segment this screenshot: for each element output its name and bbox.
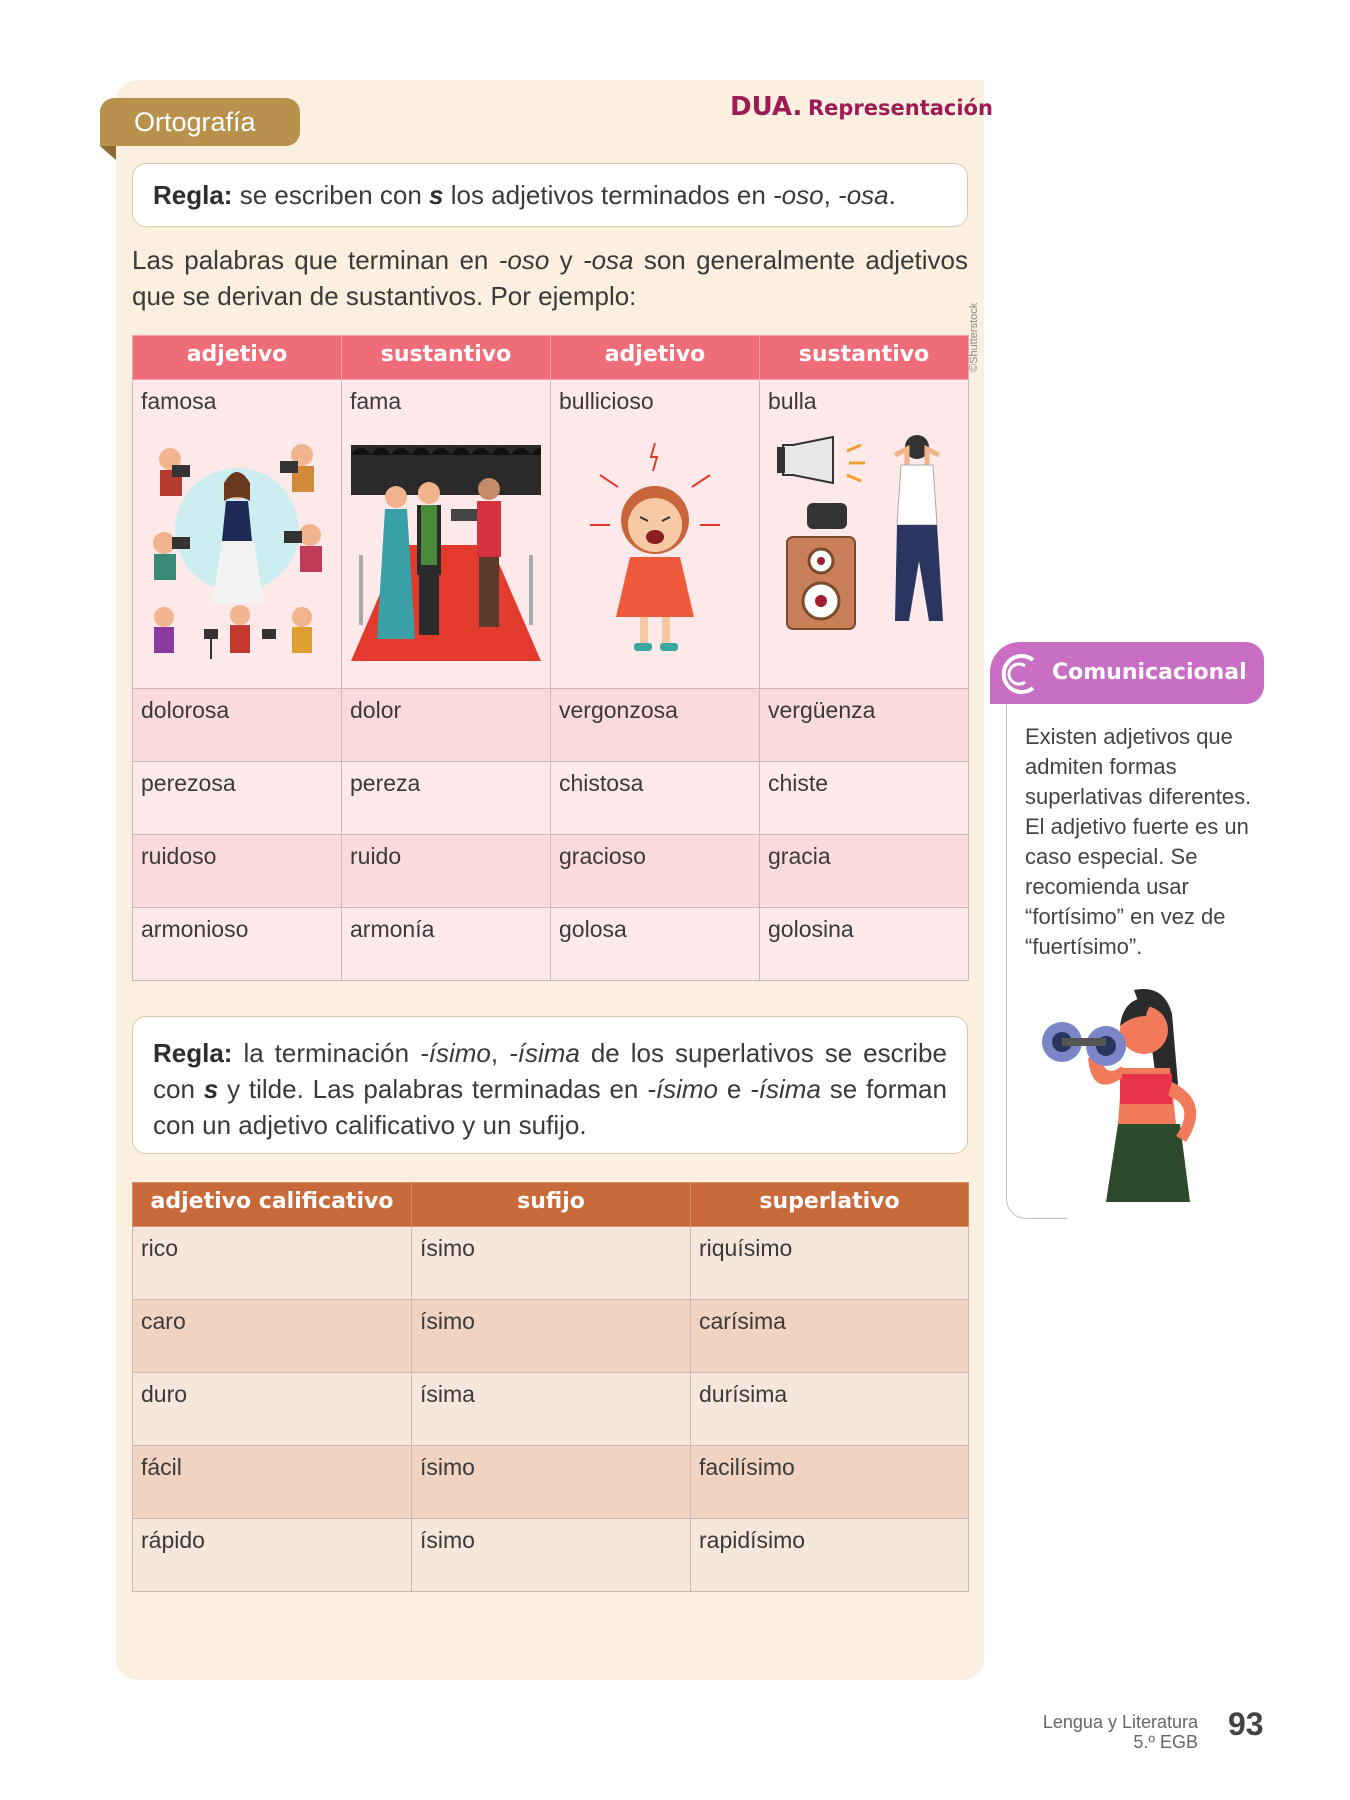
dua-subtitle: Representación (807, 96, 993, 120)
famous-woman-photographers-icon (142, 425, 332, 661)
table-cell: duro (133, 1373, 412, 1446)
rule-text: la terminación (232, 1038, 421, 1068)
section-label: Ortografía (134, 107, 256, 137)
table-row (133, 1373, 969, 1446)
table-cell: pereza (342, 762, 551, 835)
column-header: adjetivo (133, 336, 342, 380)
table-cell (551, 380, 760, 689)
table-row (133, 1519, 969, 1592)
rule-text: , (490, 1038, 510, 1068)
page-number: 93 (1228, 1706, 1264, 1742)
loudspeaker-man-covering-ears-icon (769, 425, 959, 661)
table-cell: caro (133, 1300, 412, 1373)
communication-icon (995, 650, 1041, 698)
table-cell: durísima (691, 1373, 969, 1446)
rule-suffix: -ísimo (647, 1074, 718, 1104)
adjective-noun-table (132, 335, 969, 981)
intro-text: y (549, 245, 583, 275)
table-cell: ruidoso (133, 835, 342, 908)
table-row (133, 908, 969, 981)
footer-subject: Lengua y Literatura (1042, 1712, 1198, 1732)
rule-box-oso (132, 163, 968, 227)
table-cell (760, 380, 969, 689)
column-header: superlativo (691, 1183, 969, 1227)
intro-text: Las palabras que terminan en (132, 245, 499, 275)
table-row (133, 1300, 969, 1373)
table-cell: riquísimo (691, 1227, 969, 1300)
rule-text: los adjetivos terminados en (443, 180, 774, 210)
table-row (133, 380, 969, 689)
cell-text: fama (350, 388, 402, 414)
table-cell: ísimo (412, 1300, 691, 1373)
intro-text: son generalmente adjetivos que se derivan de sustantivos. Por ejemplo: (132, 245, 969, 311)
dua-title: DUA. (730, 92, 803, 122)
table-cell: vergüenza (760, 689, 969, 762)
table-cell: chistosa (551, 762, 760, 835)
screaming-girl-icon (560, 425, 750, 661)
table-row (133, 1446, 969, 1519)
table-cell: dolor (342, 689, 551, 762)
table-cell: ruido (342, 835, 551, 908)
rule-letter: s (203, 1074, 219, 1104)
rule-letter: s (429, 180, 444, 210)
rule-box-isimo (132, 1016, 968, 1154)
sidebar-text: Existen adjetivos que admiten formas superlativas diferentes. El adjetivo fuerte es un caso especial. Se recomienda usar “fortísimo” en vez de “fuertísimo”. (1025, 724, 1252, 959)
rule-suffix: -ísima (509, 1038, 580, 1068)
table-cell: golosa (551, 908, 760, 981)
cell-text: bulla (768, 388, 817, 414)
rule-text: , (823, 180, 839, 210)
table-cell: fácil (133, 1446, 412, 1519)
table-cell: rico (133, 1227, 412, 1300)
table-cell: ísimo (412, 1519, 691, 1592)
table-cell: armonía (342, 908, 551, 981)
table-cell: facilísimo (691, 1446, 969, 1519)
red-carpet-celebrities-icon (351, 425, 541, 661)
table-cell (342, 380, 551, 689)
dua-label (730, 92, 993, 122)
table-cell: gracia (760, 835, 969, 908)
column-header: sustantivo (342, 336, 551, 380)
sidebar-title: Comunicacional (1052, 660, 1247, 685)
section-tab-notch (100, 146, 116, 160)
column-header: sustantivo (760, 336, 969, 380)
table-header-row (133, 1183, 969, 1227)
table-cell: perezosa (133, 762, 342, 835)
table-cell: chiste (760, 762, 969, 835)
rule-text: . (888, 180, 896, 210)
rule-suffix: -ísima (750, 1074, 821, 1104)
table-row (133, 762, 969, 835)
table-cell: ísima (412, 1373, 691, 1446)
table-cell: gracioso (551, 835, 760, 908)
rule-suffix: -ísimo (420, 1038, 491, 1068)
rule-suffix: -osa (838, 180, 889, 210)
rule-text: e (718, 1074, 751, 1104)
intro-suffix: -oso (498, 245, 550, 275)
footer-subject-block (980, 1712, 1198, 1752)
rule-text: de los superlativos se escribe con (153, 1038, 947, 1104)
table-cell: rápido (133, 1519, 412, 1592)
table-cell: armonioso (133, 908, 342, 981)
rule-label: Regla: (153, 180, 233, 210)
rule-text: se forman con un adjetivo calificativo y un sufijo. (153, 1074, 947, 1140)
table-cell: golosina (760, 908, 969, 981)
woman-lifting-dumbbell-icon (1022, 982, 1252, 1202)
rule-suffix: -oso (773, 180, 824, 210)
table-cell: carísima (691, 1300, 969, 1373)
intro-paragraph (132, 242, 968, 314)
rule-text: se escriben con (232, 180, 430, 210)
table-cell: ísimo (412, 1446, 691, 1519)
cell-text: famosa (141, 388, 217, 414)
table-header-row (133, 336, 969, 380)
table-cell: rapidísimo (691, 1519, 969, 1592)
table-row (133, 835, 969, 908)
column-header: sufijo (412, 1183, 691, 1227)
table-cell: vergonzosa (551, 689, 760, 762)
rule-text: y tilde. Las palabras terminadas en (218, 1074, 648, 1104)
section-tab (100, 98, 300, 146)
superlative-table (132, 1182, 969, 1592)
cell-text: bullicioso (559, 388, 654, 414)
image-credit: ©Shutterstock (968, 302, 980, 372)
column-header: adjetivo calificativo (133, 1183, 412, 1227)
rule-label: Regla: (153, 1038, 233, 1068)
footer-grade: 5.º EGB (1133, 1732, 1198, 1752)
table-row (133, 689, 969, 762)
column-header: adjetivo (551, 336, 760, 380)
table-cell: ísimo (412, 1227, 691, 1300)
table-cell: dolorosa (133, 689, 342, 762)
table-row (133, 1227, 969, 1300)
table-cell (133, 380, 342, 689)
intro-suffix: -osa (582, 245, 634, 275)
